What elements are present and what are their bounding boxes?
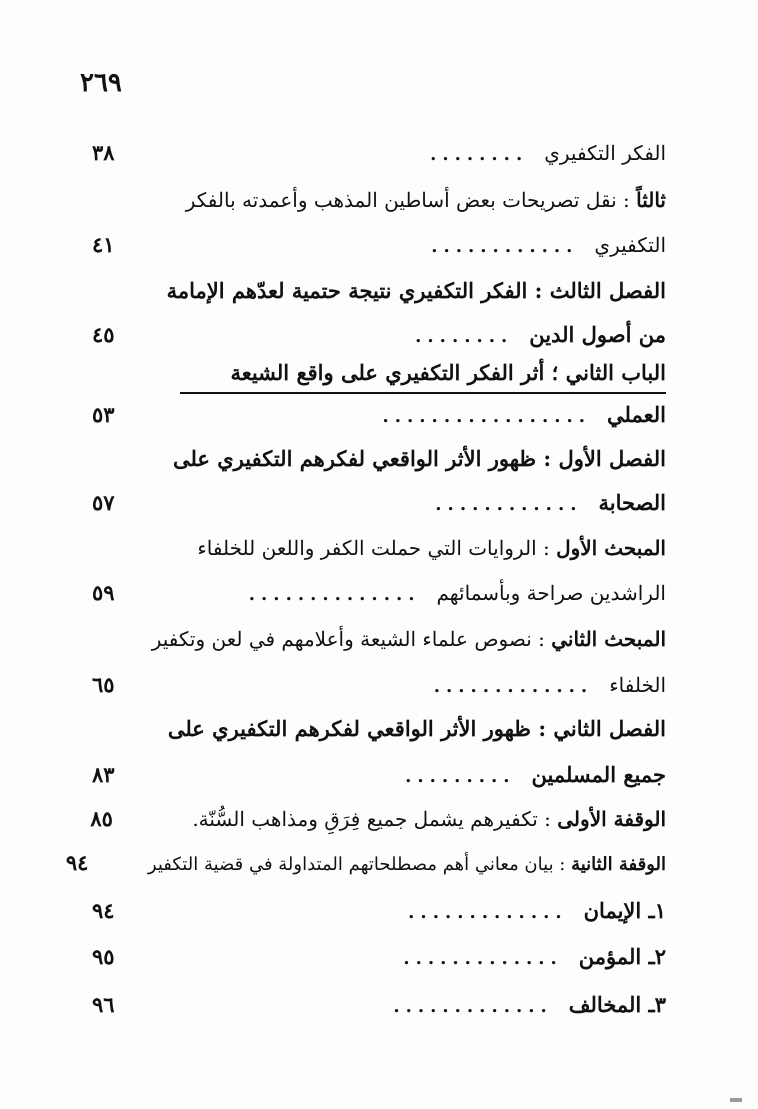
toc-line xyxy=(92,627,666,651)
toc-line xyxy=(92,944,666,969)
toc-line xyxy=(92,898,666,923)
toc-entry-text xyxy=(167,278,666,303)
dot-leader: ............. xyxy=(393,996,553,1017)
toc-line xyxy=(92,322,666,347)
toc-page-number: ٥٣ xyxy=(92,402,115,427)
toc-entry-lead: الفصل الأول xyxy=(558,446,666,471)
toc-line xyxy=(92,402,666,427)
toc-entry-text: ٢ـ المؤمن xyxy=(578,944,666,969)
toc-page-number: ٤٥ xyxy=(92,322,115,347)
toc-line xyxy=(92,188,666,212)
toc-page-number: ٦٥ xyxy=(92,672,115,697)
toc-line xyxy=(92,140,666,165)
toc-entry-text: الخلفاء xyxy=(609,673,666,697)
dot-leader: ........ xyxy=(415,326,514,347)
dot-leader: .............. xyxy=(248,584,421,605)
toc-line xyxy=(92,536,666,560)
toc-page-number: ٥٩ xyxy=(92,580,115,605)
toc-page-number: ٩٦ xyxy=(92,992,115,1017)
toc-entry-body: : تكفيرهم يشمل جميع فِرَقِ ومذاهب السُّنّة. xyxy=(192,807,558,831)
toc-page-number: ٣٨ xyxy=(92,140,115,165)
toc-entry-body: : نصوص علماء الشيعة وأعلامهم في لعن وتكفير xyxy=(151,627,552,651)
toc-line xyxy=(92,580,666,605)
scan-edge-mark xyxy=(730,1098,742,1102)
toc-entry-text: ٣ـ المخالف xyxy=(568,992,666,1017)
dot-leader: ............. xyxy=(408,902,568,923)
dot-leader: ............. xyxy=(403,948,563,969)
toc-entry-lead: المبحث الأول xyxy=(556,536,666,560)
toc-line xyxy=(92,762,666,787)
toc-entry-lead: ثالثاً xyxy=(636,188,666,212)
toc-entry-body: : الفكر التكفيري نتيجة حتمية لعدّهم الإمامة xyxy=(166,278,550,303)
toc-entry-text xyxy=(230,360,666,385)
toc-entry-lead: الباب الثاني ؛ xyxy=(551,360,666,385)
toc-entry-text xyxy=(186,188,666,212)
toc-entry-text: جميع المسلمين xyxy=(531,762,666,787)
toc-entry-text xyxy=(168,716,666,741)
toc-entry-text xyxy=(148,854,666,875)
toc-entry-body: : بيان معاني أهم مصطلحاتهم المتداولة في قضية التكفير xyxy=(147,854,572,875)
toc-entry-lead: الفصل الثالث xyxy=(549,278,666,303)
dot-leader: ............ xyxy=(435,494,583,515)
toc-line xyxy=(92,672,666,697)
toc-entry-text xyxy=(152,627,666,651)
toc-line xyxy=(92,446,666,471)
page-number: ٢٦٩ xyxy=(80,68,122,98)
toc-entry-lead: الوقفة الثانية xyxy=(571,854,666,875)
toc-page-number: ٩٤ xyxy=(92,898,115,923)
toc-page-number: ٩٤ xyxy=(65,850,89,875)
toc-page-number: ٤١ xyxy=(92,232,115,257)
toc-line xyxy=(92,806,666,831)
toc-entry-body: : نقل تصريحات بعض أساطين المذهب وأعمدته بالفكر xyxy=(185,188,637,212)
toc-page-number: ٨٣ xyxy=(92,762,115,787)
toc-line xyxy=(92,278,666,303)
toc-line xyxy=(92,716,666,741)
toc-entry-body: أثر الفكر التكفيري على واقع الشيعة xyxy=(230,360,552,385)
toc-line xyxy=(92,490,666,515)
section-underline xyxy=(180,392,666,394)
toc-entry-lead: المبحث الثاني xyxy=(551,627,666,651)
toc-page-number: ٨٥ xyxy=(90,806,113,831)
dot-leader: ............. xyxy=(433,676,594,697)
dot-leader: ................. xyxy=(382,406,592,427)
toc-entry-text: ١ـ الإيمان xyxy=(583,898,666,923)
toc-entry-lead: الفصل الثاني xyxy=(553,716,666,741)
toc-entry-text: الفكر التكفيري xyxy=(544,141,666,165)
toc-page-number: ٥٧ xyxy=(92,490,115,515)
toc-entry-text xyxy=(173,446,666,471)
dot-leader: ........ xyxy=(430,144,529,165)
dot-leader: ............ xyxy=(431,236,579,257)
toc-entry-body: : ظهور الأثر الواقعي لفكرهم التكفيري على xyxy=(172,446,559,471)
toc-entry-text: التكفيري xyxy=(594,233,666,257)
toc-entry-text: من أصول الدين xyxy=(529,322,666,347)
toc-page-number: ٩٥ xyxy=(92,944,115,969)
toc-entry-text: الراشدين صراحة وبأسمائهم xyxy=(436,581,666,605)
toc-entry-text xyxy=(192,807,666,831)
toc-line xyxy=(92,232,666,257)
toc-entry-body: : ظهور الأثر الواقعي لفكرهم التكفيري على xyxy=(167,716,554,741)
toc-entry-text: الصحابة xyxy=(598,490,666,515)
toc-line xyxy=(92,360,666,385)
toc-entry-body: : الروايات التي حملت الكفر واللعن للخلفاء xyxy=(197,536,557,560)
toc-entry-text xyxy=(197,536,666,560)
toc-entry-text: العملي xyxy=(607,402,666,427)
toc-line xyxy=(92,992,666,1017)
toc-entry-lead: الوقفة الأولى xyxy=(557,807,666,831)
dot-leader: ......... xyxy=(405,766,516,787)
toc-line xyxy=(65,850,666,875)
